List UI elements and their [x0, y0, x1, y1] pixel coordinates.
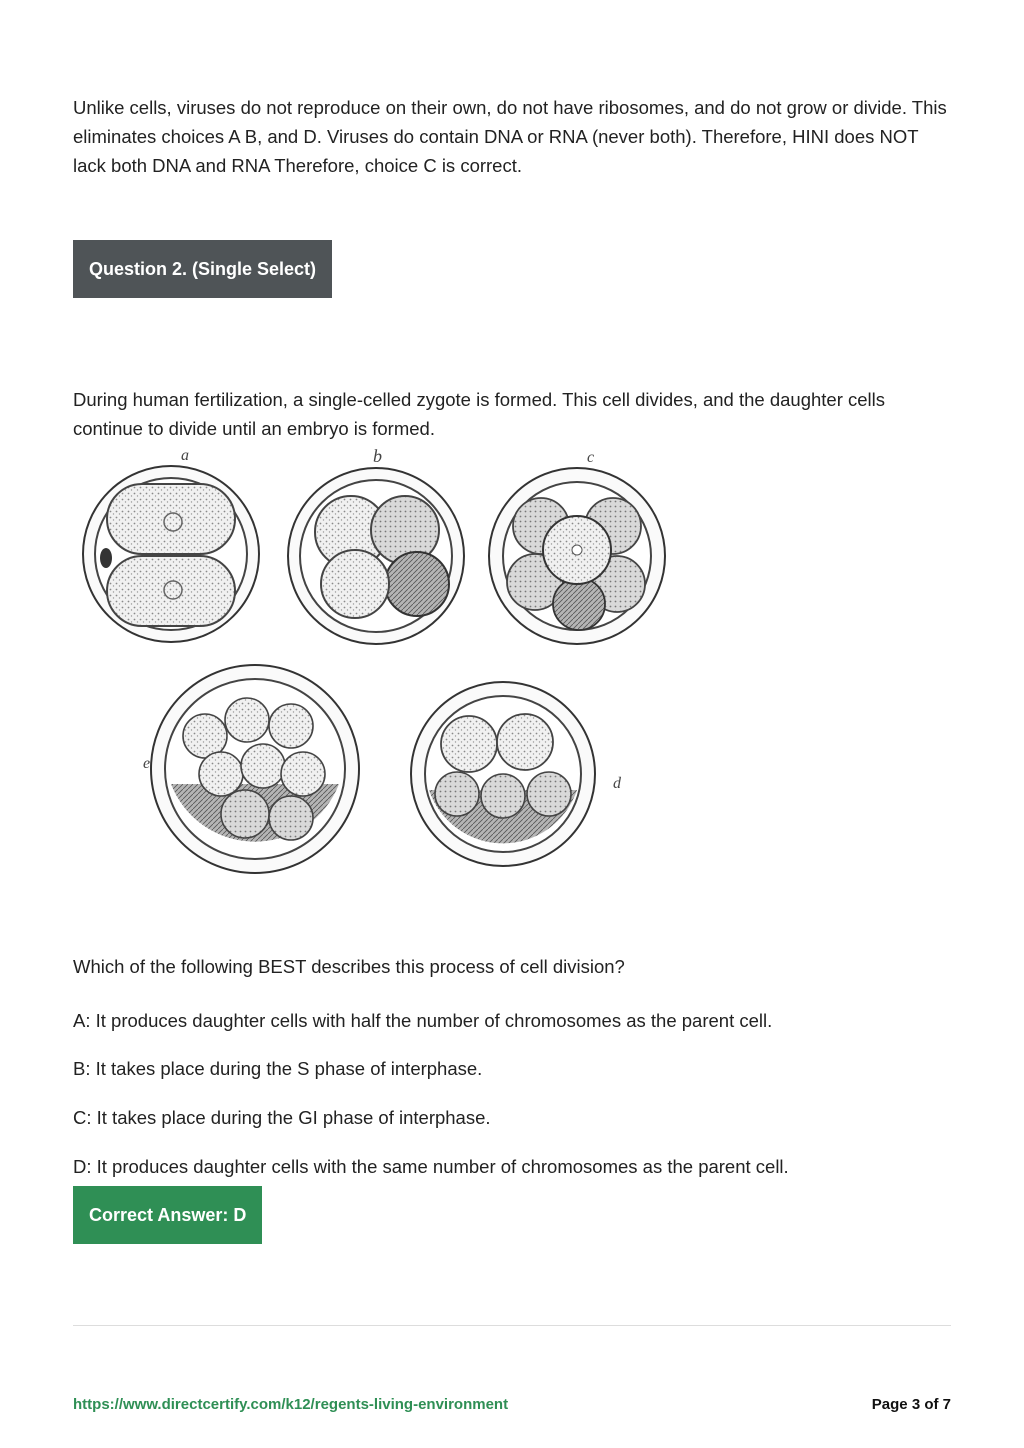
question-badge: Question 2. (Single Select)	[73, 240, 332, 298]
label-c: c	[587, 449, 595, 466]
label-b: b	[373, 446, 382, 466]
page-number: Page 3 of 7	[871, 1396, 951, 1413]
label-d: d	[613, 775, 621, 792]
option-c: C: It takes place during the GI phase of interphase.	[73, 1107, 491, 1128]
embryo-d	[411, 682, 622, 866]
footer-url-link[interactable]: https://www.directcertify.com/k12/regents-living-environment	[73, 1396, 509, 1413]
embryo-b	[288, 446, 464, 644]
footer-divider	[73, 1325, 951, 1326]
question-prompt: Which of the following BEST describes this process of cell division?	[73, 956, 625, 977]
embryo-e	[143, 665, 359, 873]
question-stem: During human fertilization, a single-celled zygote is formed. This cell divides, and the daughter cells continue to divide until an embryo is formed.	[73, 389, 886, 439]
label-a: a	[181, 447, 189, 464]
option-d: D: It produces daughter cells with the same number of chromosomes as the parent cell.	[73, 1156, 789, 1177]
embryo-a	[83, 447, 259, 642]
explanation-text: Unlike cells, viruses do not reproduce on their own, do not have ribosomes, and do not grow or divide. This eliminates choices A B, and D. Viruses do contain DNA or RNA (never both). Therefore, HINI does NOT lack both DNA and RNA Therefore, choice C is correct.	[73, 97, 947, 176]
option-b: B: It takes place during the S phase of interphase.	[73, 1058, 483, 1079]
embryo-illustration	[73, 444, 693, 884]
embryo-c	[489, 449, 665, 644]
option-a: A: It produces daughter cells with half the number of chromosomes as the parent cell.	[73, 1010, 773, 1031]
correct-answer-badge: Correct Answer: D	[73, 1186, 262, 1244]
label-e: e	[143, 755, 151, 772]
